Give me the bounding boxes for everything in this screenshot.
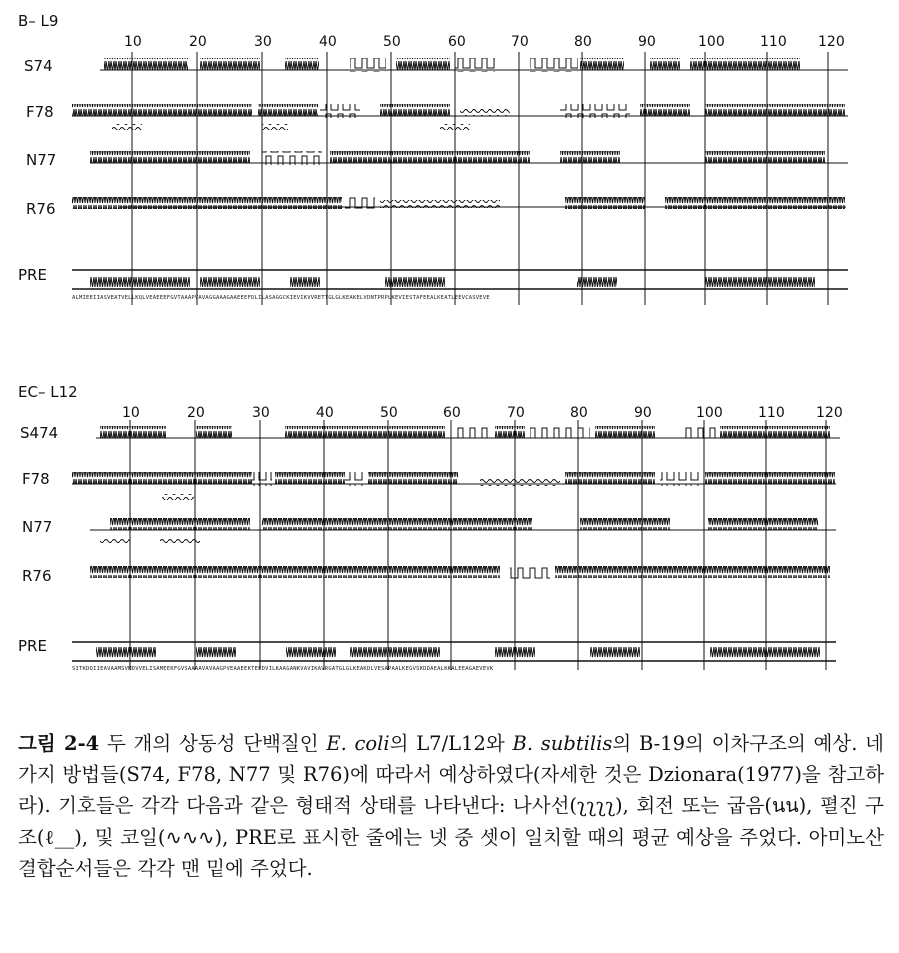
sequence-top: ALMIEEIIASVEATVELLKQLVEAEEEFGVTAAAPVAVAGGAAAGAAEEEFDLILASAGGCKIEVIKVVRETTGLGLKEAKELVDNTPRPLKEVIESTAFEEALKEATLEEVCASVEVE bbox=[72, 295, 490, 301]
tick-label: 80 bbox=[570, 405, 588, 421]
tick-label: 30 bbox=[254, 34, 272, 50]
row-label-r76: R76 bbox=[22, 567, 52, 585]
caption-text-3: 의 B-19의 이차구조의 예상. 네 가지 방법들(S74, F78, N77 및 R76)에 따라서 예상하였다(자세한 것은 Dzionara(1977)을 참고하라). 기호들은 각각 다음과 같은 형태적 상태를 나타낸다: 나사선(ʅʅʅʅ), 회전 또는 굽음(นน), 펼진 구조(ℓ__), 및 코일(∿∿∿), PRE로 표시한 줄에는 넷 중 셋이 일치할 때의 평균 예상을 주었다. 아미노산 결합순서들은 각각 맨 밑에 주었다. bbox=[18, 732, 884, 880]
caption-bsubtilis: B. subtilis bbox=[512, 732, 613, 755]
structure-diagram-top bbox=[0, 0, 899, 320]
tick-label: 100 bbox=[696, 405, 723, 421]
row-label-f78: F78 bbox=[26, 103, 54, 121]
tick-label: 100 bbox=[698, 34, 725, 50]
pre-label-bottom: PRE bbox=[18, 637, 47, 655]
structure-diagram-bottom bbox=[0, 370, 899, 690]
tick-label: 120 bbox=[816, 405, 843, 421]
tick-label: 120 bbox=[818, 34, 845, 50]
pre-label-top: PRE bbox=[18, 266, 47, 284]
sequence-bottom: SITKDQIIEAVAAMSVMDVVELISAMEEKFGVSAAAAVAVAAGPVEAAEEKTEFDVILKAAGANKVAVIKAVRGATGLGLKEAKDLVESAPAALKEGVSKDDAEALKKALEEAGAEVEVK bbox=[72, 666, 494, 672]
tick-label: 110 bbox=[760, 34, 787, 50]
panel-title-bottom: EC– L12 bbox=[18, 383, 78, 401]
tick-label: 70 bbox=[507, 405, 525, 421]
row-label-f78: F78 bbox=[22, 470, 50, 488]
caption-ecoli: E. coli bbox=[326, 732, 390, 755]
row-label-s74: S74 bbox=[24, 57, 53, 75]
caption-text-2: 의 L7/L12와 bbox=[389, 732, 505, 755]
row-label-s474: S474 bbox=[20, 424, 59, 442]
tick-label: 40 bbox=[319, 34, 337, 50]
tick-label: 10 bbox=[122, 405, 140, 421]
tick-label: 50 bbox=[380, 405, 398, 421]
figure-label: 그림 2-4 bbox=[18, 732, 100, 755]
row-label-n77: N77 bbox=[22, 518, 53, 536]
row-label-n77: N77 bbox=[26, 151, 57, 169]
tick-label: 10 bbox=[124, 34, 142, 50]
row-label-r76: R76 bbox=[26, 200, 56, 218]
tick-label: 110 bbox=[758, 405, 785, 421]
tick-label: 80 bbox=[574, 34, 592, 50]
tick-label: 20 bbox=[187, 405, 205, 421]
tick-label: 30 bbox=[252, 405, 270, 421]
tick-label: 90 bbox=[634, 405, 652, 421]
tick-label: 40 bbox=[316, 405, 334, 421]
caption-text-1: 두 개의 상동성 단백질인 bbox=[106, 732, 319, 755]
tick-label: 60 bbox=[448, 34, 466, 50]
panel-title-top: B– L9 bbox=[18, 12, 59, 30]
tick-label: 20 bbox=[189, 34, 207, 50]
figure-caption bbox=[18, 728, 884, 884]
tick-label: 50 bbox=[383, 34, 401, 50]
tick-label: 90 bbox=[638, 34, 656, 50]
tick-label: 70 bbox=[511, 34, 529, 50]
tick-label: 60 bbox=[443, 405, 461, 421]
